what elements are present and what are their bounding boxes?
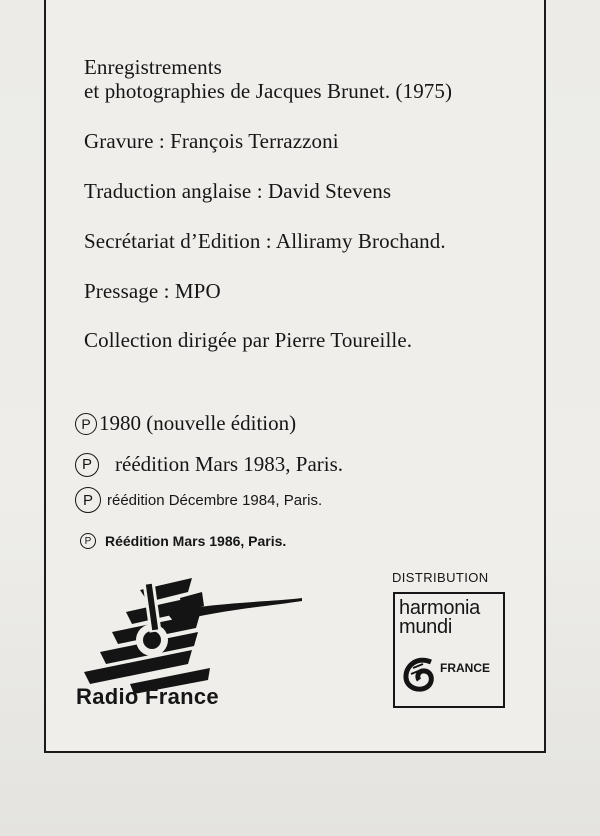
phonogram-1984 (75, 487, 322, 513)
credit-translation: Traduction anglaise : David Stevens (84, 179, 392, 203)
phonogram-1986 (80, 533, 286, 549)
radio-france-wordmark: Radio France (76, 684, 219, 709)
credit-recording-line2: et photographies de Jacques Brunet. (1975) (84, 79, 453, 103)
phonogram-1984-text: réédition Décembre 1984, Paris. (107, 491, 323, 509)
hm-line2: mundi (399, 616, 452, 638)
phonogram-1986-text: Réédition Mars 1986, Paris. (105, 533, 287, 549)
harmonia-mundi-wordmark (399, 599, 480, 637)
phonogram-p-icon: P (75, 413, 97, 435)
credit-secretariat: Secrétariat d’Edition : Alliramy Brochand. (84, 229, 446, 253)
hm-line1: harmonia (399, 597, 480, 619)
credit-collection: Collection dirigée par Pierre Toureille. (84, 328, 413, 352)
phonogram-1980-text: 1980 (nouvelle édition) (99, 411, 297, 435)
distribution-label: DISTRIBUTION (392, 570, 489, 585)
credit-recording-line1: Enregistrements (84, 55, 222, 79)
credit-engraving: Gravure : François Terrazzoni (84, 129, 339, 153)
phonogram-1983-text: réédition Mars 1983, Paris. (115, 452, 344, 476)
harmonia-mundi-logo (393, 592, 505, 708)
phonogram-p-icon: P (75, 453, 99, 477)
phonogram-p-icon: P (75, 487, 101, 513)
phonogram-1980 (75, 411, 296, 436)
hm-country-label: FRANCE (440, 661, 490, 675)
phonogram-p-icon: P (80, 533, 96, 549)
harmonia-mundi-spiral-icon (401, 654, 441, 694)
phonogram-1983 (75, 452, 343, 477)
credit-pressing: Pressage : MPO (84, 279, 221, 303)
